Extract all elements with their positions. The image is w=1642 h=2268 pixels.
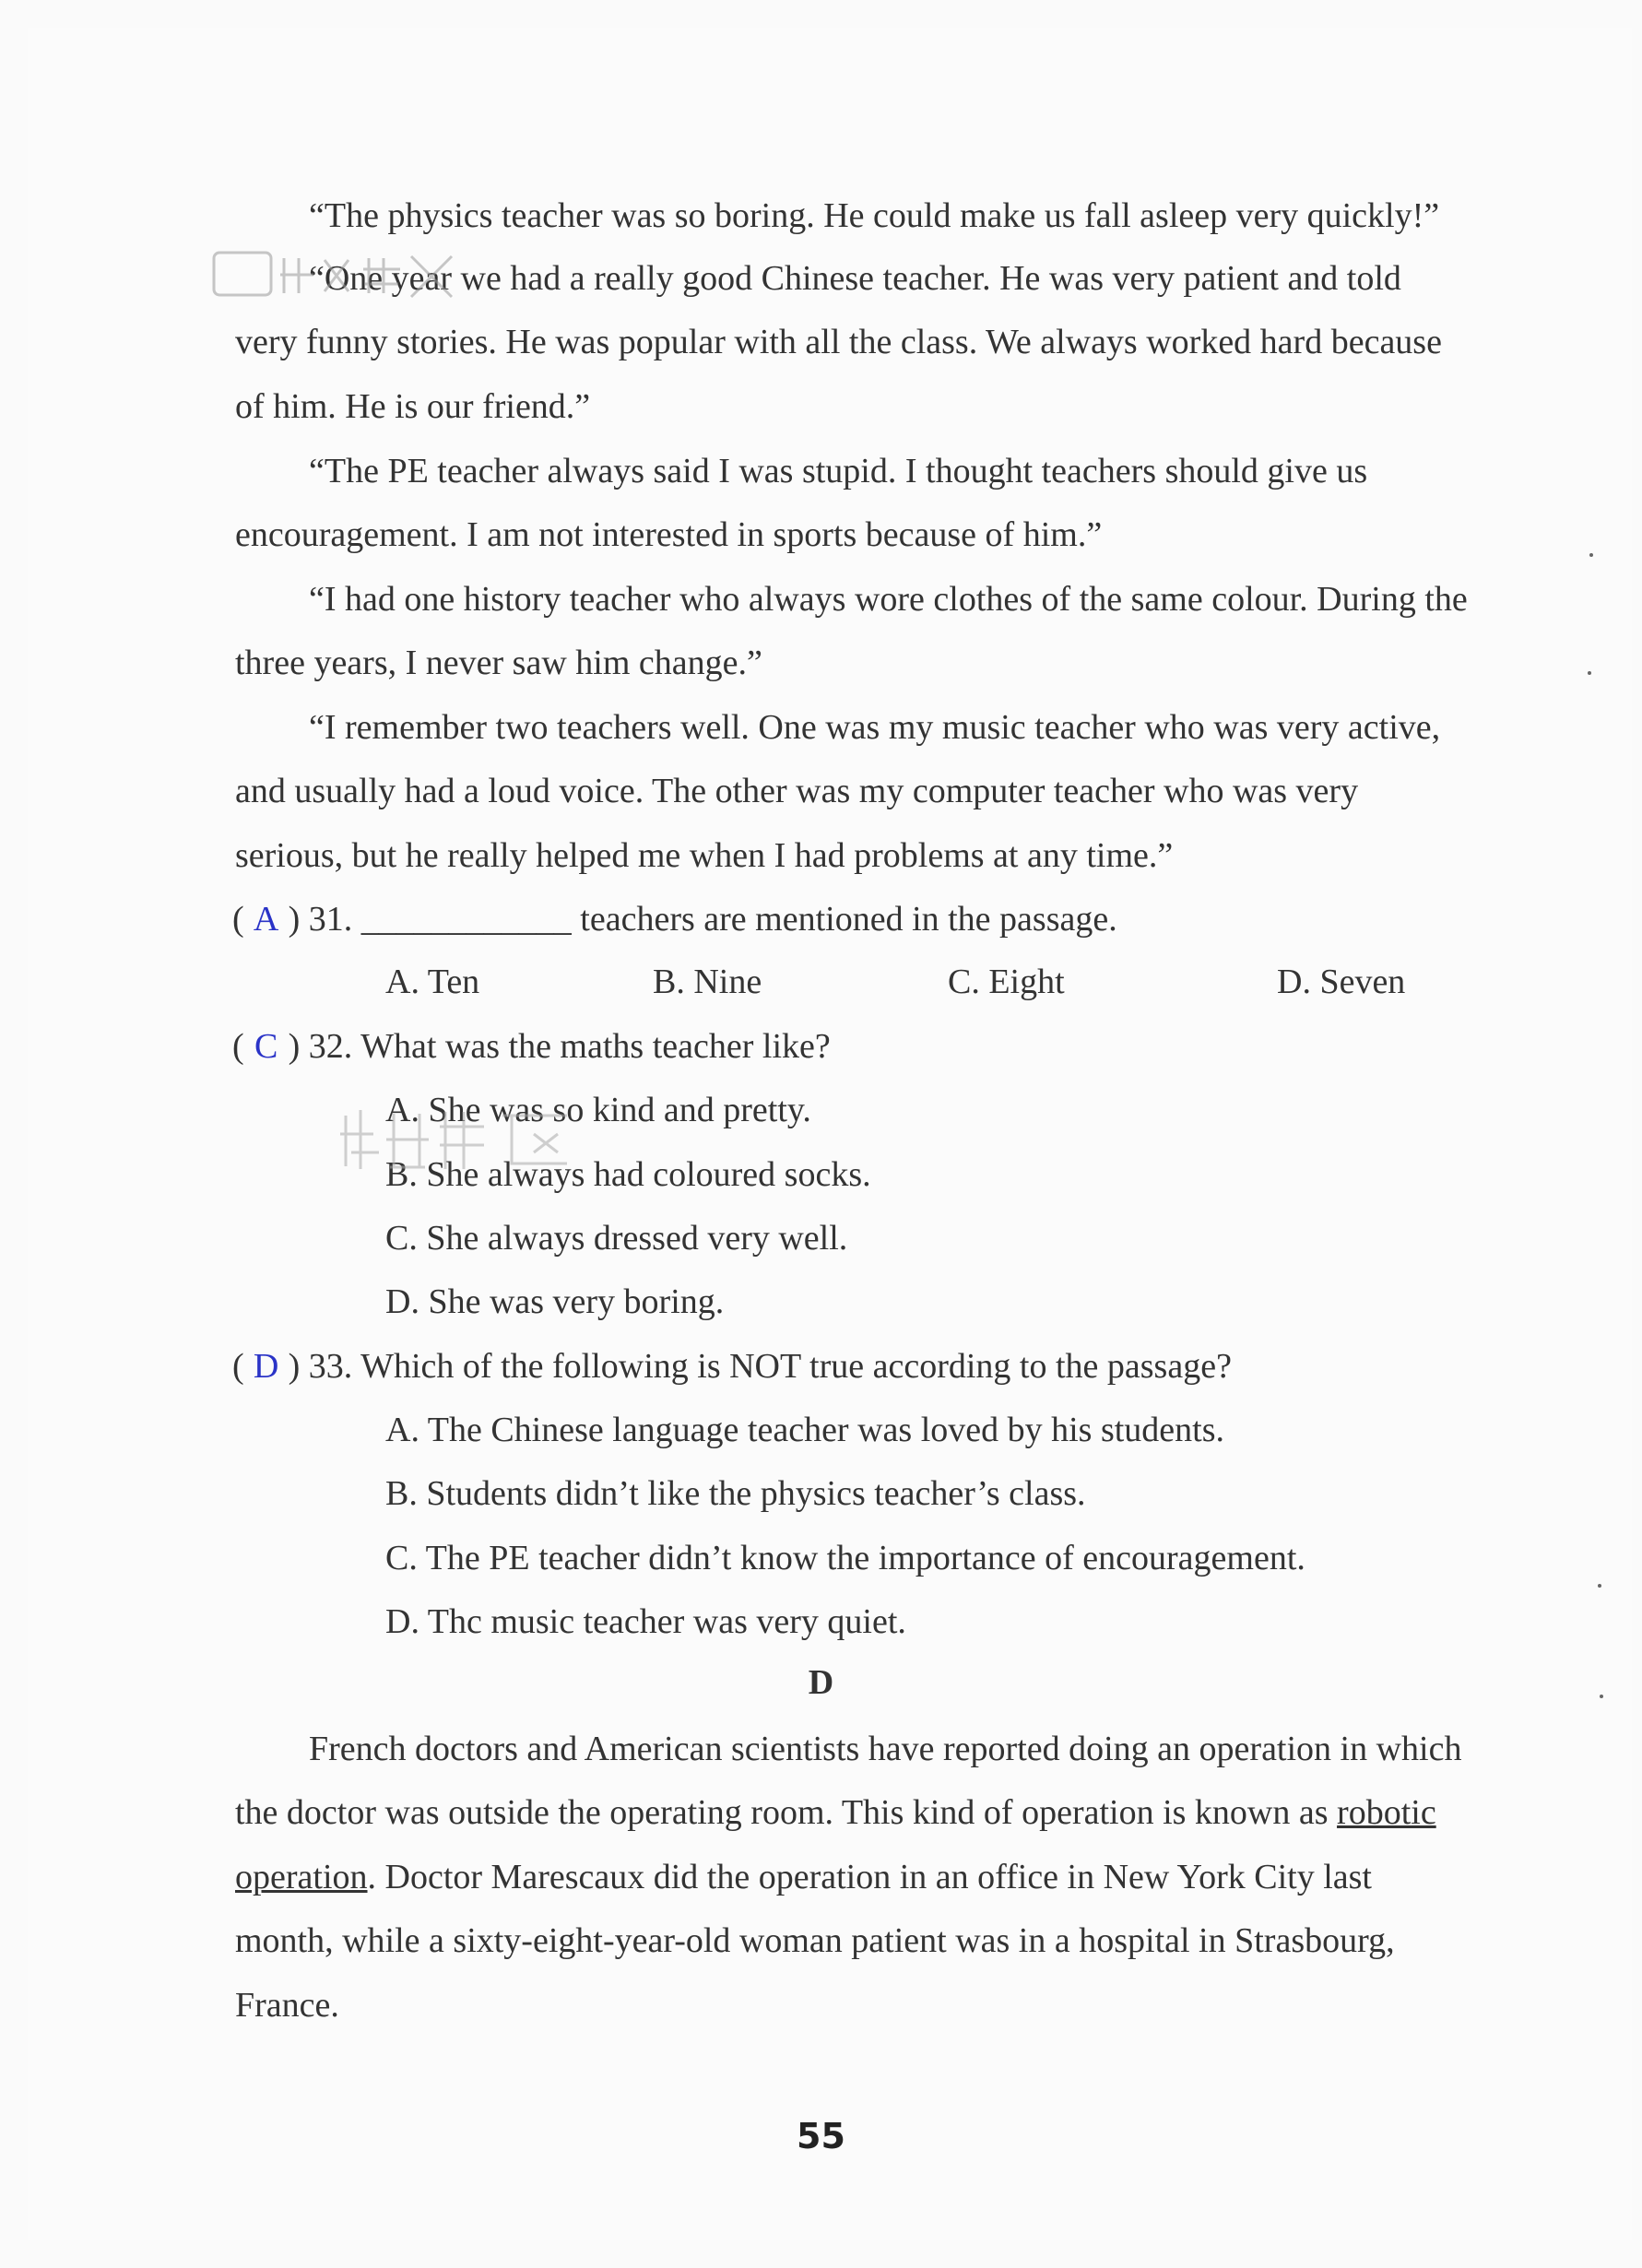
section-d-text-after: . Doctor Marescaux did the operation in an office in New York City last month, while a sixty-eight-year-old woman patient was in a hospital in Strasbourg, France. xyxy=(235,1857,1395,2025)
option-32-a: A. She was so kind and pretty. xyxy=(385,1091,811,1129)
section-d-heading: D xyxy=(808,1663,834,1702)
option-31-c: C. Eight xyxy=(948,963,1065,1001)
option-33-c: C. The PE teacher didn’t know the importance of encouragement. xyxy=(385,1539,1305,1577)
option-32-b: B. She always had coloured socks. xyxy=(385,1155,871,1194)
section-d-text-before: French doctors and American scientists have reported doing an operation in which the doctor was outside the operating room. This kind of operation is known as xyxy=(235,1730,1462,1833)
answer-32: C xyxy=(254,1027,278,1066)
passage-paragraph-pe: “The PE teacher always said I was stupid. I thought teachers should give us encouragement. I am not interested in sports because of him.” xyxy=(235,452,1368,555)
question-32-stem: ) 32. What was the maths teacher like? xyxy=(288,1027,831,1066)
question-32 xyxy=(232,1026,831,1067)
scan-mark xyxy=(1598,1584,1601,1588)
option-33-b: B. Students didn’t like the physics teacher’s class. xyxy=(385,1474,1086,1513)
option-32-c: C. She always dressed very well. xyxy=(385,1219,848,1258)
section-d-paragraph xyxy=(235,1718,1471,2038)
passage-paragraph-chinese: “One year we had a really good Chinese teacher. He was very patient and told very funny stories. He was popular with all the class. We always worked hard because of him. He is our friend.” xyxy=(235,259,1442,426)
page-number: 55 xyxy=(797,2116,845,2156)
open-paren: ( xyxy=(232,1027,244,1066)
option-31-b: B. Nine xyxy=(653,963,762,1001)
open-paren: ( xyxy=(232,900,244,939)
passage-paragraph-music-computer: “I remember two teachers well. One was my music teacher who was very active, and usually had a loud voice. The other was my computer teacher who was very serious, but he really helped me when I had problems at any time.” xyxy=(235,708,1441,875)
option-31-a: A. Ten xyxy=(385,963,480,1001)
answer-31: A xyxy=(253,900,279,939)
scan-mark xyxy=(1588,671,1591,675)
question-33 xyxy=(232,1346,1232,1387)
option-31-d: D. Seven xyxy=(1277,963,1406,1001)
scan-mark xyxy=(1589,553,1593,557)
question-31 xyxy=(232,899,1117,939)
question-31-stem: ) 31. ____________ teachers are mentioned in the passage. xyxy=(288,900,1117,939)
passage-paragraph-physics: “The physics teacher was so boring. He could make us fall asleep very quickly!” xyxy=(309,196,1440,235)
underlined-term: robotic operation xyxy=(235,1793,1436,1896)
passage-paragraph-history: “I had one history teacher who always wore clothes of the same colour. During the three years, I never saw him change.” xyxy=(235,580,1468,683)
answer-33: D xyxy=(253,1347,279,1386)
scan-mark xyxy=(1600,1695,1603,1698)
option-32-d: D. She was very boring. xyxy=(385,1282,725,1321)
watermark-logo-top xyxy=(210,242,464,308)
question-33-stem: ) 33. Which of the following is NOT true according to the passage? xyxy=(288,1347,1232,1386)
option-33-a: A. The Chinese language teacher was loved by his students. xyxy=(385,1411,1225,1449)
watermark-logo-mid xyxy=(337,1097,576,1175)
option-33-d: D. Thc music teacher was very quiet. xyxy=(385,1602,906,1641)
open-paren: ( xyxy=(232,1347,244,1386)
